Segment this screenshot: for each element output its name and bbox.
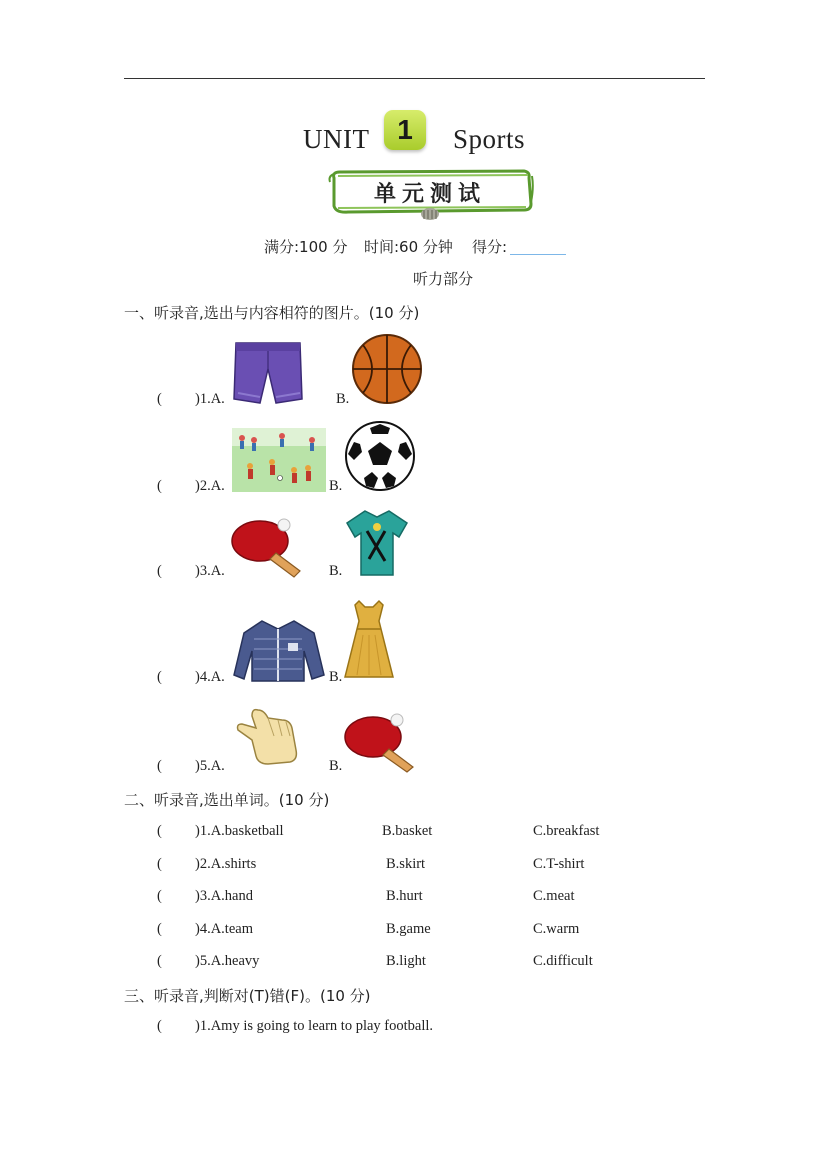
s2-q2-option-b: B.skirt [386,856,426,872]
q1-paren: ( [157,391,162,407]
ping-pong-bat-icon [343,711,419,773]
score-blank[interactable] [510,240,566,255]
s2-q2-option-a: )2.A.shirts [195,856,257,872]
s2-q5-option-a: )5.A.heavy [195,953,260,969]
s2-q3-option-c: C.meat [533,888,575,904]
q4-paren: ( [157,669,162,685]
q2-label-b: B. [329,478,343,494]
s2-q1-paren: ( [157,823,162,839]
q2-paren: ( [157,478,162,494]
score-label: 得分: [472,238,508,256]
q5-label-a: )5.A. [195,758,225,774]
s2-q1-option-c: C.breakfast [533,823,600,839]
glove-icon [234,706,300,768]
shorts-icon [232,339,304,407]
q2-label-a: )2.A. [195,478,225,494]
kids-playing-icon [232,428,326,492]
q4-label-a: )4.A. [195,669,225,685]
unit-title: Sports [453,124,526,154]
q5-paren: ( [157,758,162,774]
s3-q1-statement: )1.Amy is going to learn to play football. [195,1018,434,1034]
section-3-title: 三、听录音,判断对(T)错(F)。(10 分) [124,987,371,1005]
basketball-icon [351,333,423,405]
listening-title: 听力部分 [413,270,474,288]
s2-q3-option-a: )3.A.hand [195,888,253,904]
s2-q3-paren: ( [157,888,162,904]
s2-q3-option-b: B.hurt [386,888,423,904]
unit-label: UNIT [303,124,370,154]
s2-q5-paren: ( [157,953,162,969]
s2-q4-option-c: C.warm [533,921,580,937]
s2-q1-option-b: B.basket [382,823,433,839]
s2-q2-option-c: C.T-shirt [533,856,585,872]
ping-pong-bat-icon [230,517,306,579]
q3-label-b: B. [329,563,343,579]
time-limit: 时间:60 分钟 [364,238,453,256]
q3-paren: ( [157,563,162,579]
s3-q1-paren: ( [157,1018,162,1034]
s2-q4-option-b: B.game [386,921,431,937]
section-2-title: 二、听录音,选出单词。(10 分) [124,791,330,809]
q3-label-a: )3.A. [195,563,225,579]
s2-q4-option-a: )4.A.team [195,921,253,937]
s2-q5-option-c: C.difficult [533,953,593,969]
s2-q2-paren: ( [157,856,162,872]
q1-label-a: )1.A. [195,391,225,407]
full-marks: 满分:100 分 [264,238,348,256]
q4-label-b: B. [329,669,343,685]
s2-q5-option-b: B.light [386,953,426,969]
q5-label-b: B. [329,758,343,774]
banner-text: 单元测试 [374,182,487,207]
unit-number-badge: 1 [384,110,426,150]
s2-q4-paren: ( [157,921,162,937]
t-shirt-icon [345,509,409,577]
top-rule [124,78,705,79]
football-icon [344,420,416,492]
sweater-icon [232,619,326,685]
section-1-title: 一、听录音,选出与内容相符的图片。(10 分) [124,304,420,322]
q1-label-b: B. [336,391,350,407]
s2-q1-option-a: )1.A.basketball [195,823,284,839]
test-banner [328,168,534,220]
dress-icon [343,599,395,683]
